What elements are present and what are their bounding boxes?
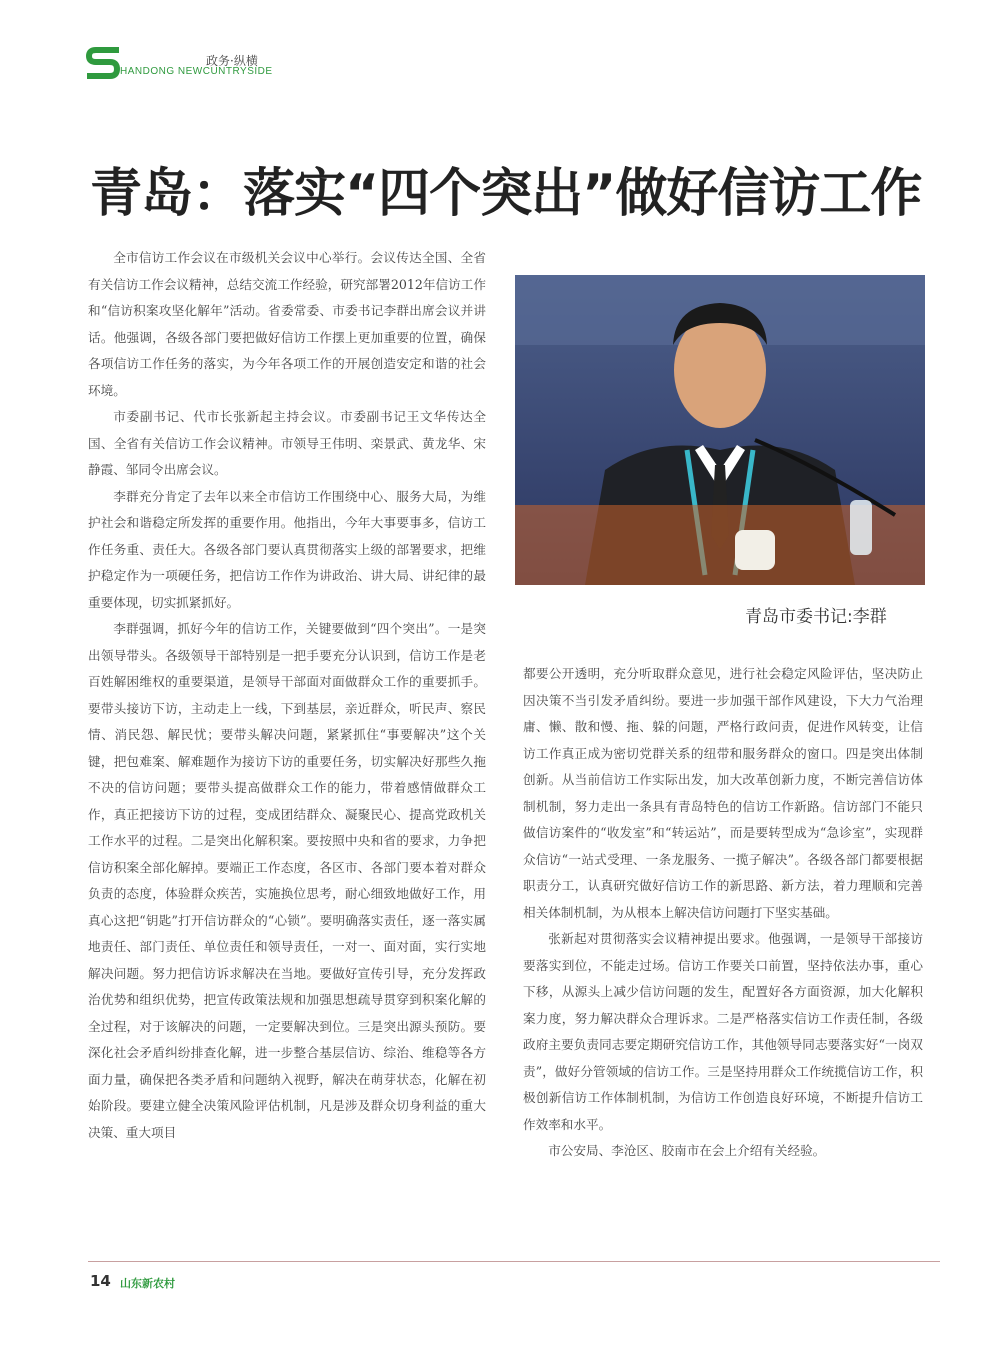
footer-magazine-logo: 山东新农村 <box>120 1277 175 1290</box>
article-column-right <box>523 661 923 1165</box>
article-column-left <box>88 245 486 1146</box>
paragraph: 李群强调，抓好今年的信访工作，关键要做到“四个突出”。一是突出领导带头。各级领导干部特别是一把手要充分认识到，信访工作是老百姓解困维权的重要渠道，是领导干部面对面做群众工作的重要抓手。要带头接访下访，主动走上一线，下到基层，亲近群众，听民声、察民情、消民怨、解民忧；要带头解决问题，紧紧抓住“事要解决”这个关键，把包难案、解难题作为接访下访的重要任务，切实解决好那些久拖不决的信访问题；要带头提高做群众工作的能力，带着感情做群众工作，真正把接访下访的过程，变成团结群众、凝聚民心、提高党政机关工作水平的过程。二是突出化解积案。要按照中央和省的要求，力争把信访积案全部化解掉。要端正工作态度，各区市、各部门要本着对群众负责的态度，体验群众疾苦，实施换位思考，耐心细致地做好工作，用真心这把“钥匙”打开信访群众的“心锁”。要明确落实责任，逐一落实属地责任、部门责任、单位责任和领导责任，一对一、面对面，实行实地解决问题。努力把信访诉求解决在当地。要做好宣传引导，充分发挥政治优势和组织优势，把宣传政策法规和加强思想疏导贯穿到积案化解的全过程，对于该解决的问题，一定要解决到位。三是突出源头预防。要深化社会矛盾纠纷排查化解，进一步整合基层信访、综治、维稳等各方面力量，确保把各类矛盾和问题纳入视野，解决在萌芽状态，化解在初始阶段。要建立健全决策风险评估机制，凡是涉及群众切身利益的重大决策、重大项目 <box>88 621 486 1140</box>
magazine-logo-text: HANDONG NEWCUNTRYSIDE <box>120 66 273 77</box>
magazine-logo-s-icon <box>86 44 120 82</box>
paragraph: 全市信访工作会议在市级机关会议中心举行。会议传达全国、全省有关信访工作会议精神，总结交流工作经验，研究部署2012年信访工作和“信访积案攻坚化解年”活动。省委常委、市委书记李群出席会议并讲话。他强调，各级各部门要把做好信访工作摆上更加重要的位置，确保各项信访工作任务的落实，为今年各项工作的开展创造安定和谐的社会环境。 <box>88 250 486 398</box>
article-photo <box>515 275 925 585</box>
footer-divider <box>88 1261 940 1262</box>
paragraph: 李群充分肯定了去年以来全市信访工作围绕中心、服务大局，为维护社会和谐稳定所发挥的重要作用。他指出，今年大事要事多，信访工作任务重、责任大。各级各部门要认真贯彻落实上级的部署要求，把维护稳定作为一项硬任务，把信访工作作为讲政治、讲大局、讲纪律的最重要体现，切实抓紧抓好。 <box>88 488 486 610</box>
paragraph: 市委副书记、代市长张新起主持会议。市委副书记王文华传达全国、全省有关信访工作会议精神。市领导王伟明、栾景武、黄龙华、宋静霞、邹同令出席会议。 <box>88 409 486 477</box>
paragraph: 张新起对贯彻落实会议精神提出要求。他强调，一是领导干部接访要落实到位，不能走过场。信访工作要关口前置，坚持依法办事，重心下移，从源头上减少信访问题的发生，配置好各方面资源，加大化解积案力度，努力解决群众合理诉求。二是严格落实信访工作责任制，各级政府主要负责同志要定期研究信访工作，其他领导同志要落实好“一岗双责”，做好分管领域的信访工作。三是坚持用群众工作统揽信访工作，积极创新信访工作体制机制，为信访工作创造良好环境，不断提升信访工作效率和水平。 <box>523 931 923 1132</box>
page-number: 14 <box>90 1272 111 1290</box>
paragraph: 都要公开透明，充分听取群众意见，进行社会稳定风险评估，坚决防止因决策不当引发矛盾纠纷。要进一步加强干部作风建设，下大力气治理庸、懒、散和慢、拖、躲的问题，严格行政问责，促进作风转变，让信访工作真正成为密切党群关系的纽带和服务群众的窗口。四是突出体制创新。从当前信访工作实际出发，加大改革创新力度，不断完善信访体制机制，努力走出一条具有青岛特色的信访工作新路。信访部门不能只做信访案件的“收发室”和“转运站”，而是要转型成为“急诊室”，实现群众信访“一站式受理、一条龙服务、一揽子解决”。各级各部门都要根据职责分工，认真研究做好信访工作的新思路、新方法，着力理顺和完善相关体制机制，为从根本上解决信访问题打下坚实基础。 <box>523 666 923 920</box>
paragraph: 市公安局、李沧区、胶南市在会上介绍有关经验。 <box>548 1143 826 1158</box>
magazine-header <box>86 44 386 84</box>
article-title: 青岛：落实“四个突出”做好信访工作 <box>90 164 922 224</box>
photo-caption: 青岛市委书记:李群 <box>745 607 887 627</box>
speaker-photo-illustration <box>515 275 925 585</box>
section-tag: 政务·纵横 <box>206 54 258 68</box>
